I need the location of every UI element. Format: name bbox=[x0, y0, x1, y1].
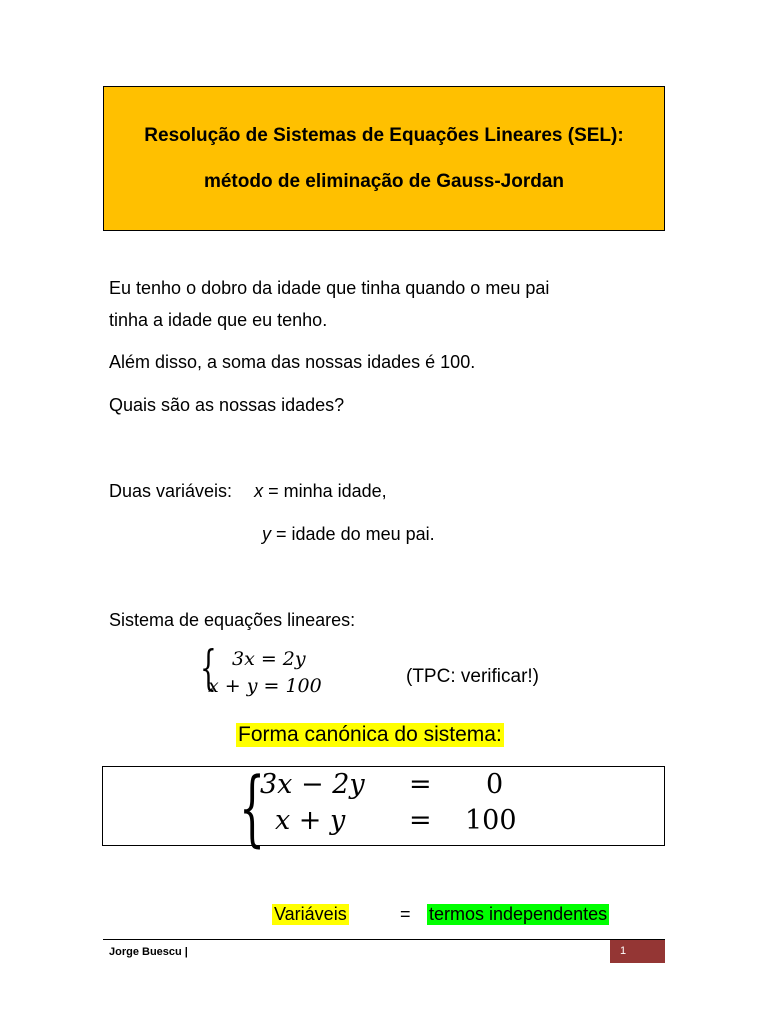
problem-line-4: Quais são as nossas idades? bbox=[109, 395, 345, 415]
title-box bbox=[103, 86, 665, 231]
row2-lhs: x + y bbox=[275, 805, 346, 836]
legend-independent-terms: termos independentes bbox=[429, 904, 608, 924]
x-description: = minha idade, bbox=[268, 481, 387, 501]
variables-intro: Duas variáveis: bbox=[109, 481, 233, 501]
system-label: Sistema de equações lineares: bbox=[109, 610, 356, 630]
problem-line-3: Além disso, a soma das nossas idades é 100. bbox=[109, 352, 476, 372]
legend-equals: = bbox=[400, 904, 411, 924]
left-brace: { bbox=[239, 761, 266, 856]
problem-line-2: tinha a idade que eu tenho. bbox=[109, 310, 328, 330]
legend-variables: Variáveis bbox=[274, 904, 347, 924]
x-symbol: x bbox=[254, 481, 264, 501]
left-brace: { bbox=[200, 640, 217, 696]
row2-rhs: 100 bbox=[465, 805, 517, 836]
canonical-system-box bbox=[102, 761, 665, 856]
row1-lhs: 3x − 2y bbox=[260, 769, 365, 800]
y-symbol: y bbox=[262, 524, 271, 544]
row1-rhs: 0 bbox=[486, 769, 504, 800]
row1-equals: = bbox=[409, 769, 432, 800]
title-line-2: método de eliminação de Gauss-Jordan bbox=[203, 171, 565, 192]
title-line-1: Resolução de Sistemas de Equações Lineares (SEL): bbox=[144, 125, 624, 146]
original-system bbox=[200, 640, 360, 706]
footer-author: Jorge Buescu | bbox=[109, 946, 188, 958]
tpc-note: (TPC: verificar!) bbox=[406, 666, 539, 687]
variables-x-line bbox=[109, 481, 387, 502]
canonical-heading: Forma canónica do sistema: bbox=[238, 723, 502, 746]
equation-2: x + y = 100 bbox=[208, 675, 322, 697]
row2-equals: = bbox=[409, 805, 432, 836]
equation-1: 3x = 2y bbox=[232, 648, 306, 670]
page-number: 1 bbox=[610, 940, 665, 963]
problem-line-1: Eu tenho o dobro da idade que tinha quando o meu pai bbox=[109, 278, 550, 298]
y-description: = idade do meu pai. bbox=[276, 524, 435, 544]
footer-divider bbox=[103, 939, 665, 940]
variables-y-line bbox=[262, 524, 435, 545]
